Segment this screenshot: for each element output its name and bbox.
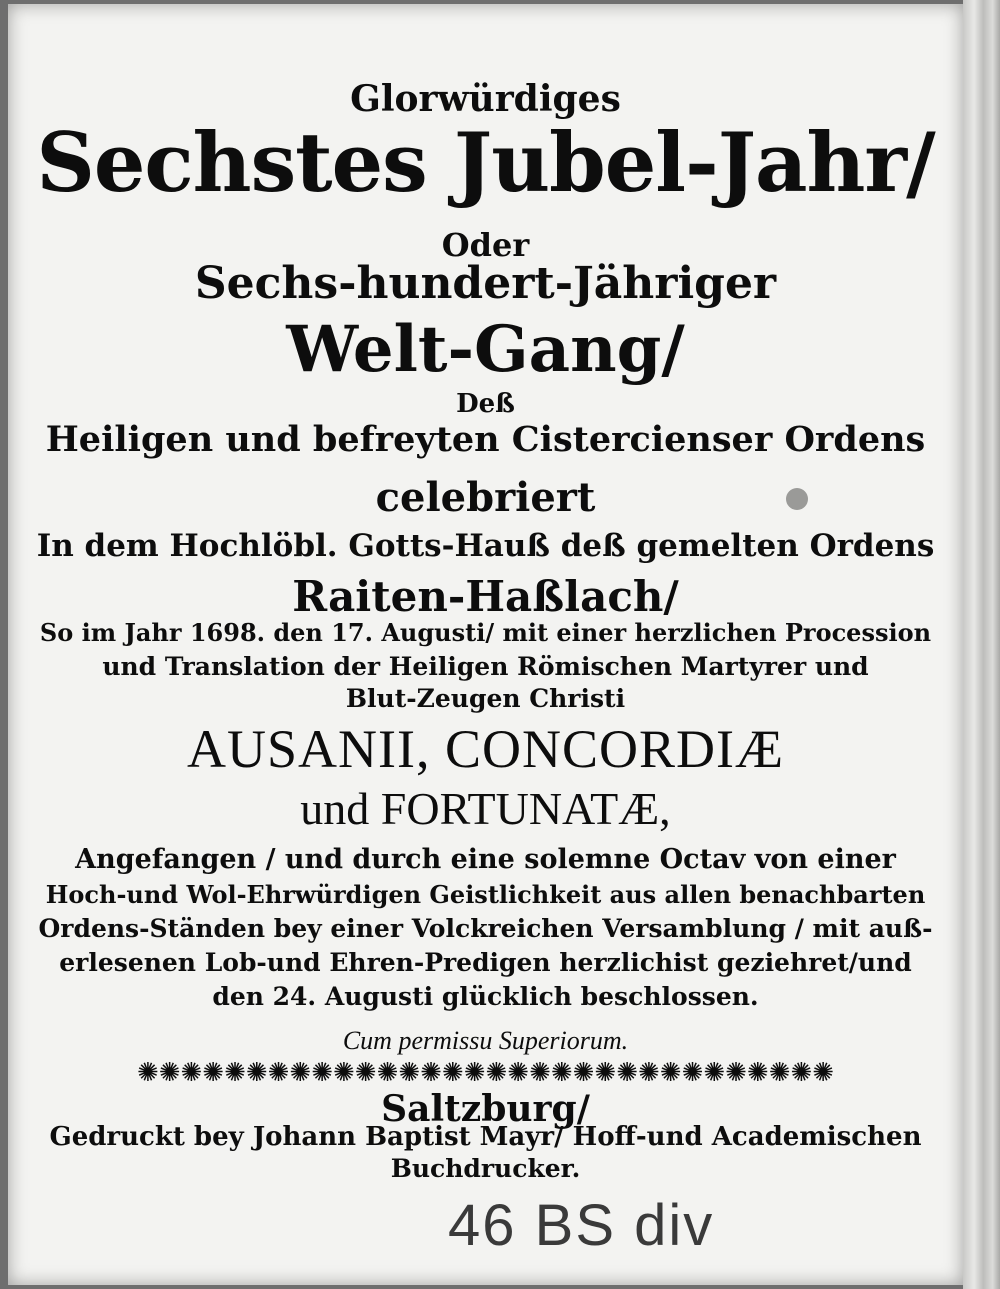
title-line-4: Sechs-hundert-Jähriger <box>194 258 777 309</box>
title-line-10: Raiten-Haßlach/ <box>292 572 679 621</box>
title-line-13: Blut-Zeugen Christi <box>345 684 626 713</box>
title-line-7: Heiligen und befreyten Cistercienser Ordens <box>45 419 926 460</box>
imprimatur-line: Cum permissu Superiorum. <box>342 1026 629 1055</box>
imprint-printer-title: Buchdrucker. <box>390 1154 581 1183</box>
title-line-19: erlesenen Lob-und Ehren-Predigen herzlichist geziehret/und <box>59 948 912 977</box>
page-edge-shadow <box>963 0 1000 1289</box>
title-line-9: In dem Hochlöbl. Gotts-Hauß deß gemelten Ordens <box>36 528 935 564</box>
title-page <box>8 4 963 1285</box>
title-line-5: Welt-Gang/ <box>286 312 685 387</box>
title-line-14: AUSANII, CONCORDIÆ <box>186 719 785 779</box>
title-line-17: Hoch-und Wol-Ehrwürdigen Geistlichkeit aus allen benachbarten <box>45 880 926 909</box>
handwritten-shelfmark: 46 BS div <box>448 1193 715 1258</box>
title-line-20: den 24. Augusti glücklich beschlossen. <box>212 982 759 1011</box>
title-line-6: Deß <box>456 389 515 419</box>
title-line-8: celebriert <box>375 474 596 521</box>
imprint-printer: Gedruckt bey Johann Baptist Mayr/ Hoff-und Academischen <box>49 1122 922 1152</box>
imprint-place: Saltzburg/ <box>381 1088 590 1130</box>
title-line-18: Ordens-Ständen bey einer Volckreichen Versamblung / mit auß- <box>38 914 933 943</box>
title-line-12: und Translation der Heiligen Römischen Martyrer und <box>102 652 869 681</box>
title-line-3: Oder <box>441 226 530 264</box>
title-line-11: So im Jahr 1698. den 17. Augusti/ mit einer herzlichen Procession <box>39 618 932 647</box>
ornament-rule: ✺✺✺✺✺✺✺✺✺✺✺✺✺✺✺✺✺✺✺✺✺✺✺✺✺✺✺✺✺✺✺✺ <box>136 1058 835 1087</box>
title-line-16: Angefangen / und durch eine solemne Octav von einer <box>75 844 896 875</box>
title-line-2: Sechstes Jubel-Jahr/ <box>36 116 935 211</box>
title-line-1: Glorwürdiges <box>350 78 621 120</box>
title-line-15: und FORTUNATÆ, <box>300 783 671 834</box>
